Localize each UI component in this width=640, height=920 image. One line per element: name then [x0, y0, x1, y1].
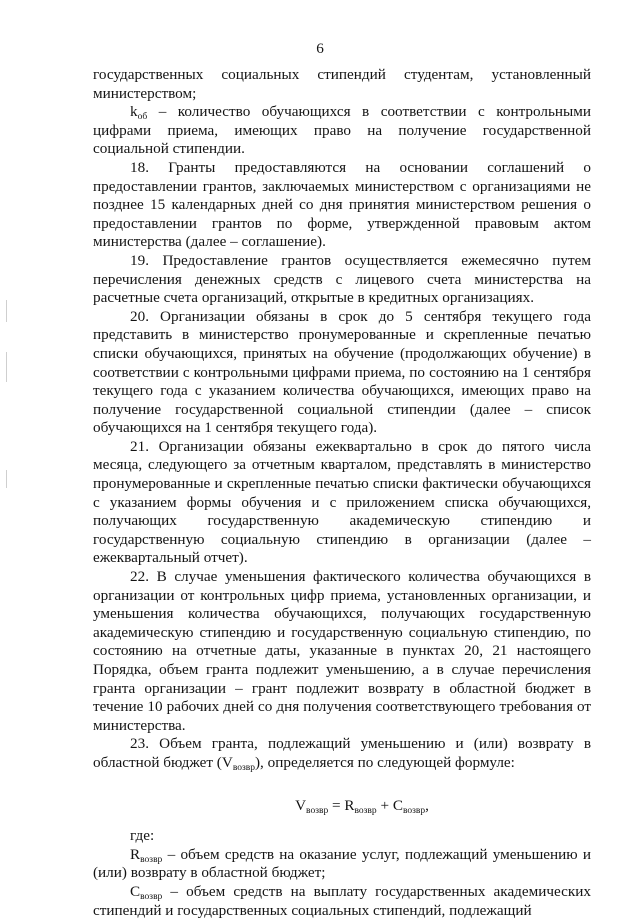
paragraph-continuation: государственных социальных стипендий студентам, установленный министерством;: [93, 66, 591, 102]
paragraph-21: 21. Организации обязаны ежеквартально в срок до пятого числа месяца, следующего за отчетным кварталом, представлять в министерство пронумерованные и скрепленные печатью списки фактически обучающихся с указанием формы обучения и с приложением списка обучающихся, получающих государственную академическую стипендию и государственную социальную стипендию в организации (далее – ежеквартальный отчет).: [93, 437, 591, 567]
r-symbol: R: [130, 845, 141, 863]
formula-c-sub: возвр: [402, 805, 426, 816]
formula-end: ,: [425, 796, 429, 814]
r-text: – объем средств на оказание услуг, подлежащий уменьшению и (или) возврату в областной бюджет;: [93, 845, 591, 882]
formula-plus-c: + C: [376, 796, 403, 814]
formula: [93, 797, 591, 816]
kob-symbol: k: [130, 103, 138, 121]
document-body: [93, 66, 591, 920]
c-symbol: C: [130, 882, 141, 900]
where-label: где:: [130, 827, 155, 845]
scan-margin-mark: [6, 300, 7, 322]
r-subscript: возвр: [140, 854, 163, 865]
definition-kob: [93, 103, 591, 159]
formula-r-sub: возвр: [354, 805, 377, 816]
p23-end: ), определяется по следующей формуле:: [254, 753, 515, 771]
paragraph-20: 20. Организации обязаны в срок до 5 сентября текущего года представить в министерство пронумерованные и скрепленные печатью списки обучающихся, принятых на обучение (продолжающих обучение) в соответствии с контрольными цифрами приема, по состоянию на 1 сентября текущего года с указанием количества обучающихся, имеющих право на получение государственной социальной стипендии (далее – список обучающихся на 1 сентября текущего года).: [93, 307, 591, 437]
c-subscript: возвр: [140, 891, 163, 902]
definition-c: [93, 883, 591, 920]
paragraph-18: 18. Гранты предоставляются на основании соглашений о предоставлении грантов, заключаемых министерством с организациями не позднее 15 календарных дней со дня принятия министерством решения о предоставлении грантов по форме, утвержденной правовым актом министерства (далее – соглашение).: [93, 158, 591, 251]
p23-text: 23. Объем гранта, подлежащий уменьшению и (или) возврату в областной бюджет (V: [93, 735, 591, 771]
c-text: – объем средств на выплату государственных академических стипендий и государственных социальных стипендий, подлежащий: [93, 882, 591, 919]
formula-eq-r: = R: [328, 796, 355, 814]
scan-margin-mark: [6, 352, 7, 382]
page-number: 6: [316, 40, 324, 57]
definition-r: [93, 846, 591, 883]
kob-subscript: об: [137, 112, 148, 123]
formula-v: V: [295, 796, 307, 814]
paragraph-19: 19. Предоставление грантов осуществляется ежемесячно путем перечисления денежных средств с лицевого счета министерства на расчетные счета организаций, открытые в кредитных организациях.: [93, 251, 591, 307]
paragraph-22: 22. В случае уменьшения фактического количества обучающихся в организации от контрольных цифр приема, установленных организации, и уменьшения количества обучающихся, получающих государственную академическую стипендию и государственную социальную стипендию, по состоянию на отчетные даты, указанные в пунктах 20, 21 настоящего Порядка, объем гранта подлежит уменьшению, а в случае перечисления гранта организации – грант подлежит возврату в областной бюджет в течение 10 рабочих дней со дня получения соответствующего требования от министерства.: [93, 568, 591, 734]
scan-margin-mark: [6, 470, 7, 488]
kob-text: – количество обучающихся в соответствии с контрольными цифрами приема, имеющих право на получение государственной социальной стипендии.: [93, 103, 591, 158]
paragraph-23: [93, 735, 591, 772]
p23-subscript: возвр: [232, 762, 255, 773]
formula-v-sub: возвр: [306, 805, 329, 816]
